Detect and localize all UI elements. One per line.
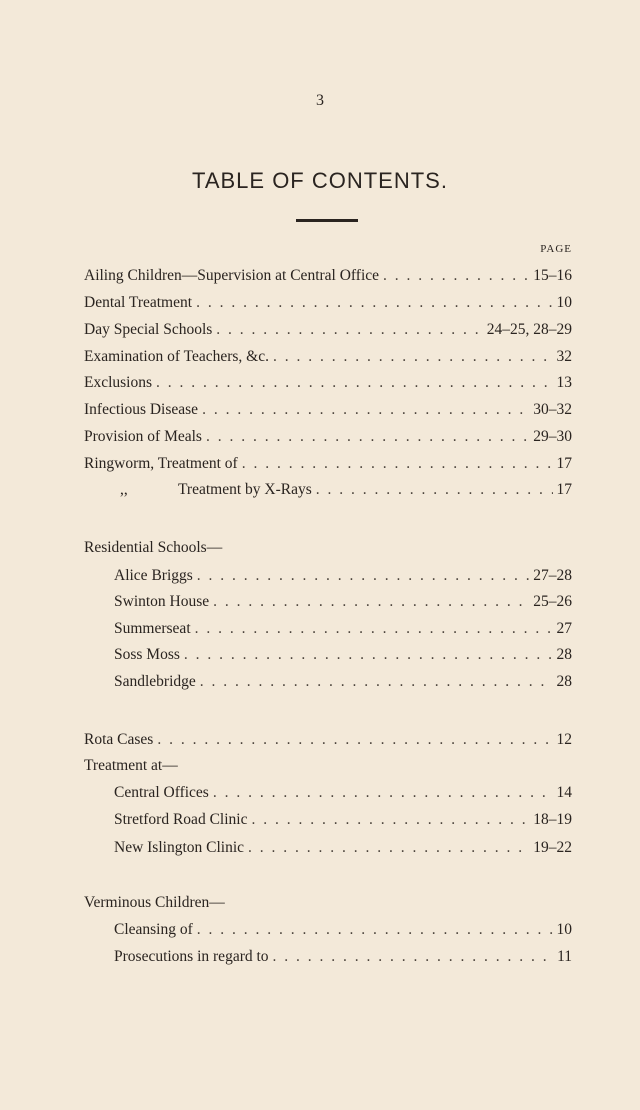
leader-dots [195, 619, 553, 639]
entry-pages: 14 [556, 784, 572, 801]
toc-entry [114, 920, 572, 940]
entry-label: Infectious Disease [84, 401, 199, 418]
entry-pages: 17 [556, 455, 572, 472]
entry-pages: 28 [556, 673, 572, 690]
ditto-mark: ,, [120, 481, 128, 498]
toc-entry [114, 672, 572, 692]
entry-label: Cleansing of [114, 921, 193, 938]
toc-entry [114, 592, 572, 612]
entry-pages: 19–22 [533, 839, 572, 856]
entry-label: Ailing Children—Supervision at Central Office [84, 267, 380, 284]
leader-dots [383, 266, 529, 286]
leader-dots [316, 480, 553, 500]
page-title: TABLE OF CONTENTS. [192, 168, 448, 193]
entry-pages: 18–19 [533, 811, 572, 828]
entry-pages: 17 [556, 481, 572, 498]
leader-dots [242, 454, 553, 474]
toc-entry [84, 454, 572, 474]
entry-label: New Islington Clinic [114, 839, 245, 856]
toc-section-heading [84, 756, 572, 776]
toc-entry [84, 293, 572, 313]
toc-entry [114, 566, 572, 586]
entry-pages: 15–16 [533, 267, 572, 284]
leader-dots [157, 730, 552, 750]
entry-label: Alice Briggs [114, 567, 193, 584]
entry-pages: 12 [556, 731, 572, 748]
title-rule [296, 219, 358, 222]
leader-dots [213, 592, 529, 612]
leader-dots [202, 400, 529, 420]
toc-entry [84, 427, 572, 447]
toc-entry [84, 400, 572, 420]
leader-dots [200, 672, 553, 692]
leader-dots [213, 783, 553, 803]
page-column-heading: PAGE [540, 243, 572, 255]
entry-pages: 27–28 [533, 567, 572, 584]
toc-section-heading [84, 538, 572, 558]
toc-entry [84, 347, 572, 367]
entry-pages: 10 [556, 921, 572, 938]
toc-entry [114, 645, 572, 665]
leader-dots [273, 947, 554, 967]
entry-label: Swinton House [114, 593, 210, 610]
entry-pages: 28 [556, 646, 572, 663]
leader-dots [197, 920, 553, 940]
entry-pages: 29–30 [533, 428, 572, 445]
leader-dots [251, 810, 529, 830]
toc-entry [84, 480, 572, 500]
toc-entry [114, 810, 572, 830]
toc-entry [84, 320, 572, 340]
leader-dots [197, 566, 529, 586]
toc-entry [84, 266, 572, 286]
leader-dots [196, 293, 552, 313]
entry-label: Summerseat [114, 620, 191, 637]
toc-entry [114, 619, 572, 639]
entry-label: Dental Treatment [84, 294, 193, 311]
entry-label: Verminous Children— [84, 894, 225, 911]
toc-entry [114, 838, 572, 858]
toc-entry [84, 730, 572, 750]
entry-label: Ringworm, Treatment of [84, 455, 238, 472]
entry-label: Provision of Meals [84, 428, 202, 445]
entry-label: Soss Moss [114, 646, 180, 663]
entry-label: Sandlebridge [114, 673, 196, 690]
entry-label: Examination of Teachers, &c. [84, 348, 269, 365]
toc-entry [84, 373, 572, 393]
toc-section-heading [84, 893, 572, 913]
leader-dots [273, 347, 553, 367]
entry-label: Day Special Schools [84, 321, 213, 338]
entry-label: Exclusions [84, 374, 153, 391]
leader-dots [156, 373, 552, 393]
entry-label: Central Offices [114, 784, 209, 801]
entry-pages: 24–25, 28–29 [486, 321, 572, 338]
entry-label: Residential Schools— [84, 539, 223, 556]
leader-dots [216, 320, 482, 340]
leader-dots [184, 645, 553, 665]
entry-label [84, 480, 312, 500]
entry-pages: 10 [556, 294, 572, 311]
entry-label: Rota Cases [84, 731, 154, 748]
entry-label: Stretford Road Clinic [114, 811, 248, 828]
entry-label: Treatment at— [84, 757, 178, 774]
entry-pages: 32 [556, 348, 572, 365]
toc-entry [114, 947, 572, 967]
leader-dots [206, 427, 529, 447]
entry-pages: 13 [556, 374, 572, 391]
leader-dots [248, 838, 529, 858]
entry-label-text: Treatment by X-Rays [178, 481, 312, 498]
toc-entry [114, 783, 572, 803]
entry-pages: 11 [557, 948, 572, 965]
entry-pages: 25–26 [533, 593, 572, 610]
entry-pages: 30–32 [533, 401, 572, 418]
page-number: 3 [316, 92, 324, 109]
entry-pages: 27 [556, 620, 572, 637]
entry-label: Prosecutions in regard to [114, 948, 269, 965]
